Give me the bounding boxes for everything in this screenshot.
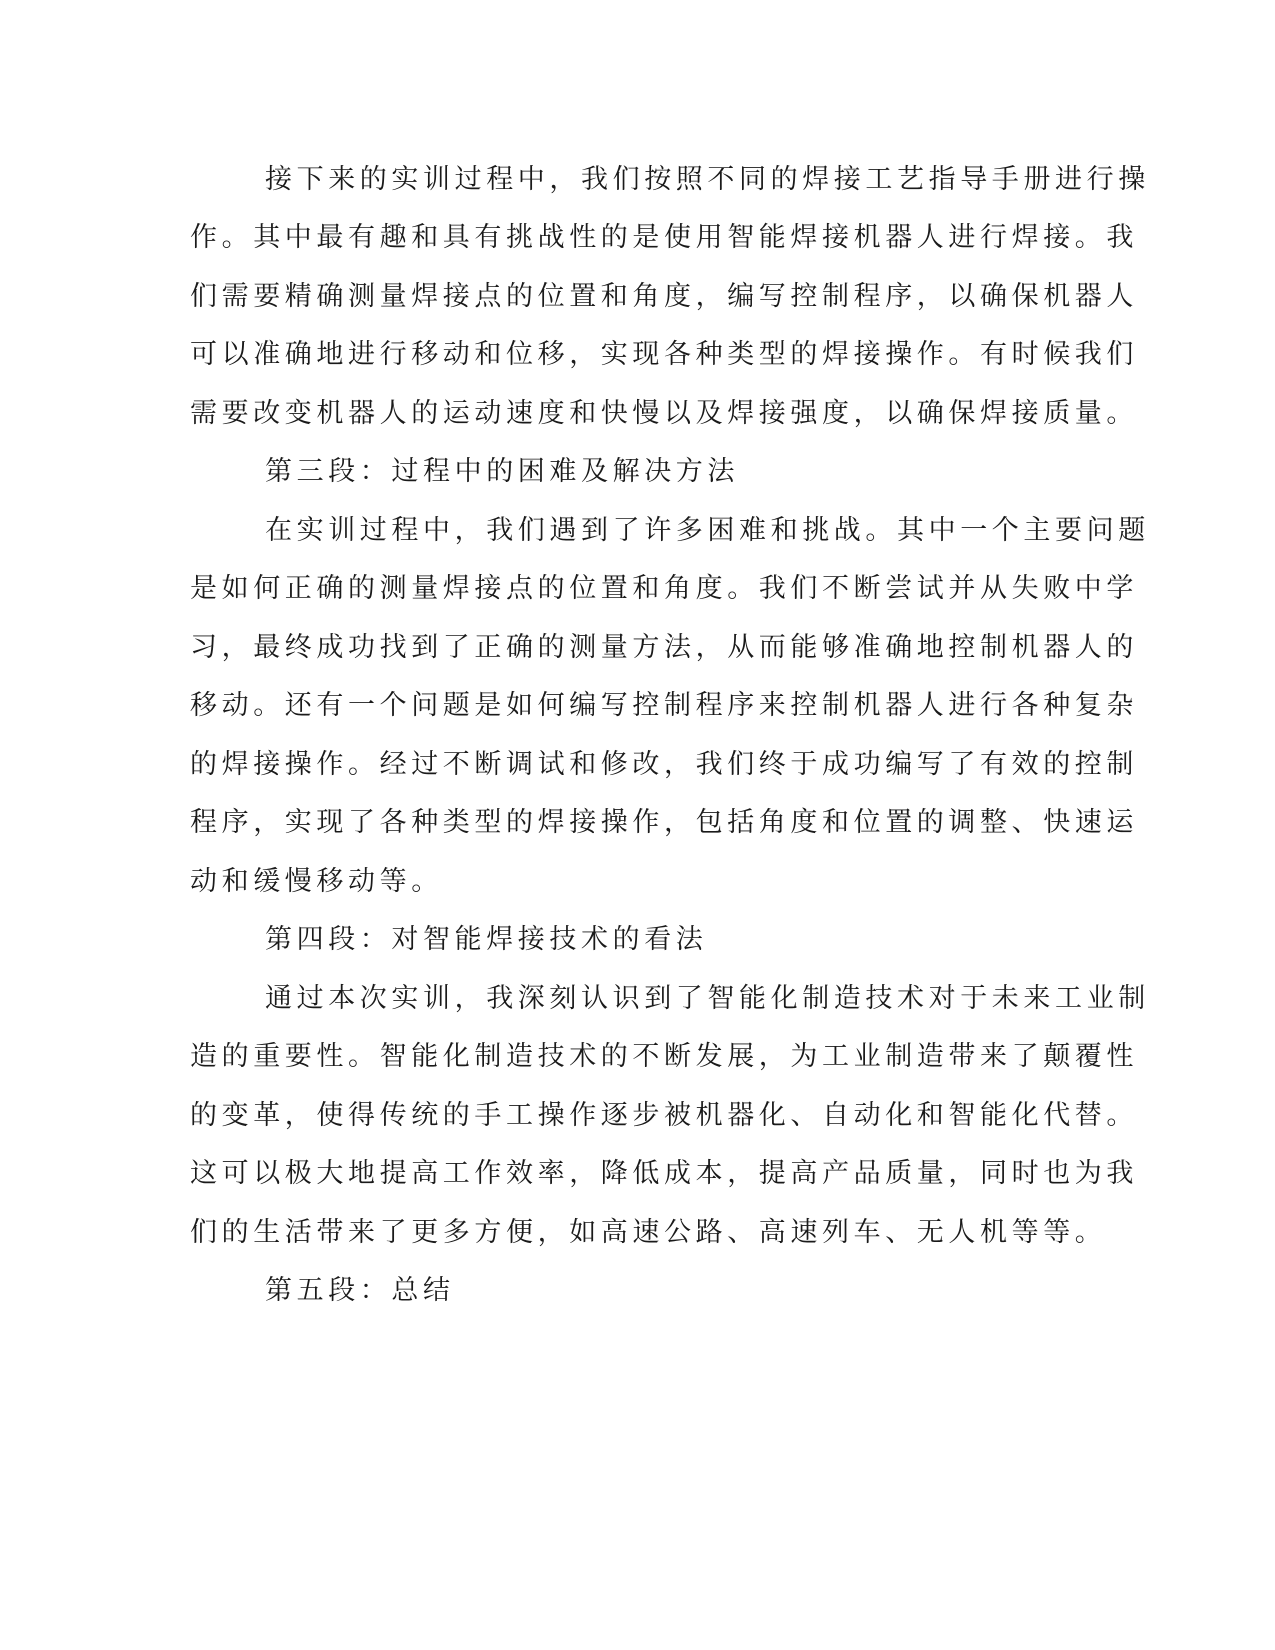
paragraph-line: 们需要精确测量焊接点的位置和角度，编写控制程序，以确保机器人 — [190, 281, 1138, 312]
section-heading: 第四段：对智能焊接技术的看法 — [265, 924, 708, 955]
paragraph-line: 在实训过程中，我们遇到了许多困难和挑战。其中一个主要问题 — [265, 515, 1150, 546]
paragraph-line: 作。其中最有趣和具有挑战性的是使用智能焊接机器人进行焊接。我 — [190, 222, 1138, 253]
paragraph-line: 移动。还有一个问题是如何编写控制程序来控制机器人进行各种复杂 — [190, 690, 1138, 721]
paragraph-line: 程序，实现了各种类型的焊接操作，包括角度和位置的调整、快速运 — [190, 807, 1138, 838]
paragraph-line: 通过本次实训，我深刻认识到了智能化制造技术对于未来工业制 — [265, 983, 1150, 1014]
paragraph-line: 接下来的实训过程中，我们按照不同的焊接工艺指导手册进行操 — [265, 164, 1150, 195]
paragraph-line: 这可以极大地提高工作效率，降低成本，提高产品质量，同时也为我 — [190, 1158, 1138, 1189]
paragraph-line: 造的重要性。智能化制造技术的不断发展，为工业制造带来了颠覆性 — [190, 1041, 1138, 1072]
paragraph-line: 习，最终成功找到了正确的测量方法，从而能够准确地控制机器人的 — [190, 632, 1138, 663]
paragraph-line: 动和缓慢移动等。 — [190, 866, 443, 897]
paragraph-line: 需要改变机器人的运动速度和快慢以及焊接强度，以确保焊接质量。 — [190, 398, 1138, 429]
section-heading: 第三段：过程中的困难及解决方法 — [265, 456, 739, 487]
paragraph-line: 可以准确地进行移动和位移，实现各种类型的焊接操作。有时候我们 — [190, 339, 1138, 370]
paragraph-line: 的焊接操作。经过不断调试和修改，我们终于成功编写了有效的控制 — [190, 749, 1138, 780]
paragraph-line: 是如何正确的测量焊接点的位置和角度。我们不断尝试并从失败中学 — [190, 573, 1138, 604]
paragraph-line: 们的生活带来了更多方便，如高速公路、高速列车、无人机等等。 — [190, 1217, 1107, 1248]
paragraph-line: 的变革，使得传统的手工操作逐步被机器化、自动化和智能化代替。 — [190, 1100, 1138, 1131]
section-heading: 第五段：总结 — [265, 1275, 455, 1306]
